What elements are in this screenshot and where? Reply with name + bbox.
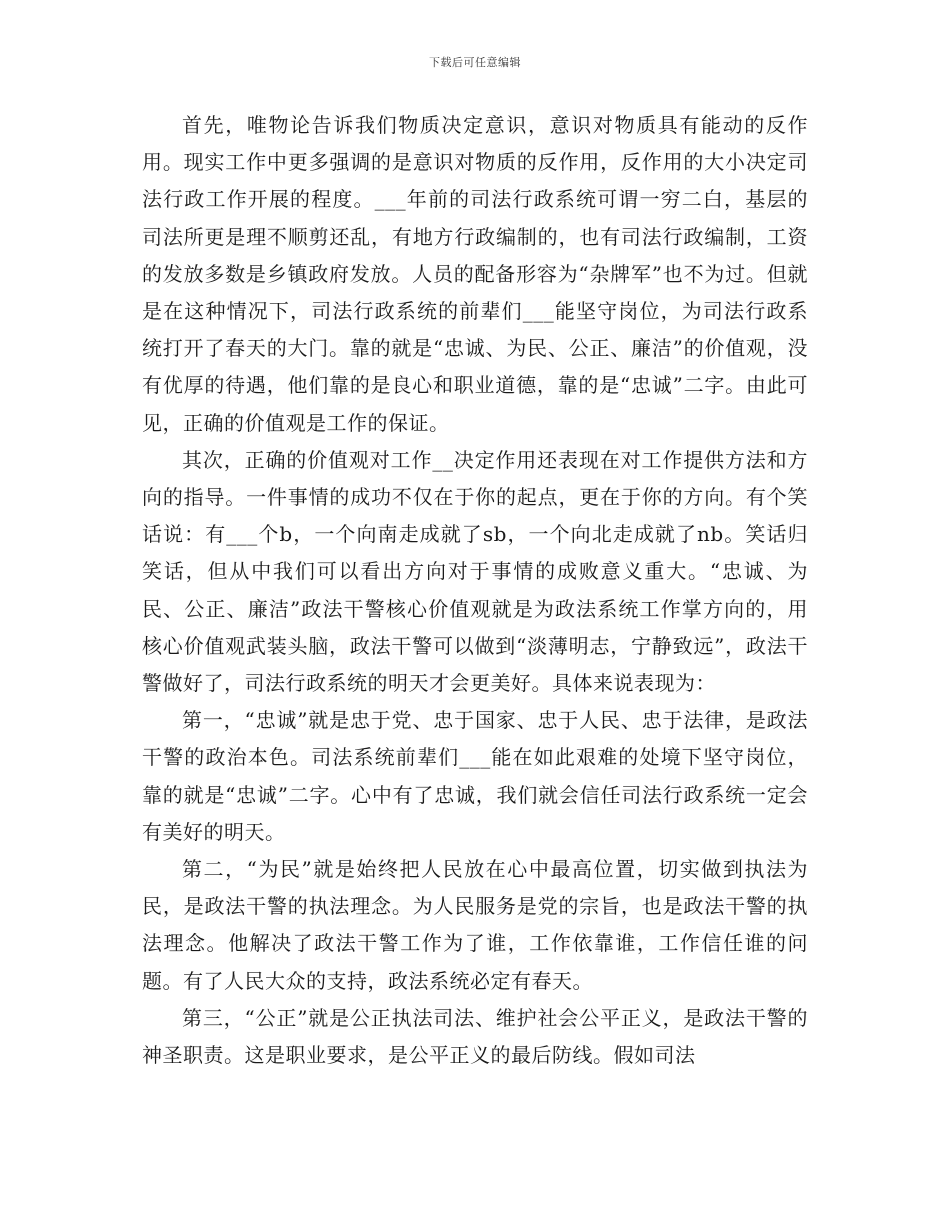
page-header: 下载后可任意编辑 — [429, 56, 521, 69]
paragraph-justice: 第三，“公正”就是公正执法司法、维护社会公平正义，是政法干警的神圣职责。这是职业要求，是公平正义的最后防线。假如司法 — [142, 1005, 808, 1068]
paragraph-first: 首先，唯物论告诉我们物质决定意识，意识对物质具有能动的反作用。现实工作中更多强调的是意识对物质的反作用，反作用的大小决定司法行政工作开展的程度。___年前的司法行政系统可谓一穷二白，基层的司法所更是理不顺剪还乱，有地方行政编制的，也有司法行政编制，工资的发放多数是乡镇政府发放。人员的配备形容为“杂牌军”也不为过。但就是在这种情况下，司法行政系统的前辈们___能坚守岗位，为司法行政系统打开了春天的大门。靠的就是“忠诚、为民、公正、廉洁”的价值观，没有优厚的待遇，他们靠的是良心和职业道德，靠的是“忠诚”二字。由此可见，正确的价值观是工作的保证。 — [142, 113, 808, 435]
paragraph-second: 其次，正确的价值观对工作__决定作用还表现在对工作提供方法和方向的指导。一件事情的成功不仅在于你的起点，更在于你的方向。有个笑话说：有___个b，一个向南走成就了sb，一个向北走成就了nb。笑话归笑话，但从中我们可以看出方向对于事情的成败意义重大。“忠诚、为民、公正、廉洁”政法干警核心价值观就是为政法系统工作掌方向的，用核心价值观武装头脑，政法干警可以做到“淡薄明志，宁静致远”，政法干警做好了，司法行政系统的明天才会更美好。具体来说表现为： — [142, 447, 808, 696]
paragraph-for-people: 第二，“为民”就是始终把人民放在心中最高位置，切实做到执法为民，是政法干警的执法理念。为人民服务是党的宗旨，也是政法干警的执法理念。他解决了政法干警工作为了谁，工作依靠谁，工作信任谁的问题。有了人民大众的支持，政法系统必定有春天。 — [142, 857, 808, 993]
paragraph-loyalty: 第一，“忠诚”就是忠于党、忠于国家、忠于人民、忠于法律，是政法干警的政治本色。司法系统前辈们___能在如此艰难的处境下坚守岗位，靠的就是“忠诚”二字。心中有了忠诚，我们就会信任司法行政系统一定会有美好的明天。 — [142, 708, 808, 844]
document-body — [142, 107, 808, 1074]
